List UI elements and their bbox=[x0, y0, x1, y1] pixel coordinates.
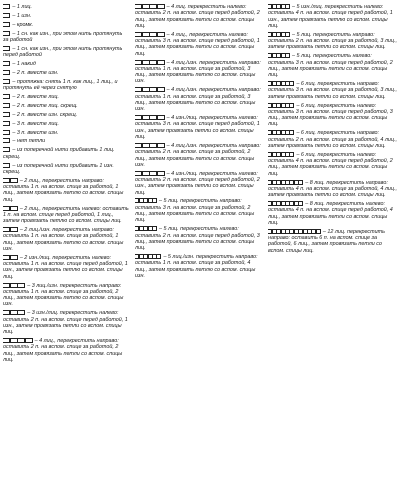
legend-entry bbox=[3, 178, 129, 203]
symbol-cell bbox=[3, 13, 10, 18]
legend-entry bbox=[3, 22, 129, 28]
legend-text: – 2 лиц./изн. перекрестить направо: оставить 1 п. на вспом. спице за работой, 1 лиц., затем провязать петлю со вспом. спицы изн. bbox=[3, 227, 124, 252]
legend-text: – 5 лиц./изн. перекрестить направо: оставить 1 п. на вспом. спице за работой, 4 лиц., затем провязать петлю со вспом. спицы изн. bbox=[135, 254, 258, 279]
chart-symbol-icon bbox=[3, 61, 10, 66]
chart-symbol-icon bbox=[3, 255, 18, 260]
symbol-cell bbox=[289, 81, 294, 86]
symbol-cell bbox=[285, 4, 290, 9]
symbol-cell bbox=[289, 130, 294, 135]
symbol-cell bbox=[17, 310, 25, 315]
legend-text: – 6 лиц. перекрестить направо: оставить 3 п. на вспом. спице за работой, 3 лиц., затем провязать петли со вспом. спицы лиц. bbox=[268, 81, 397, 100]
legend-text: – 4 лиц., перекрестить налево: оставить 3 п. на вспом. спице перед работой, 1 лиц., затем провязать петли со вспом. спицы лиц. bbox=[135, 31, 260, 57]
legend-text: – 1 сн. как изн., при этом нить протянуть перед работой bbox=[3, 45, 123, 59]
legend-column-2 bbox=[135, 4, 263, 282]
symbol-cell bbox=[298, 201, 303, 206]
legend-text: – 5 лиц. перекрестить направо: оставить 3 п. на вспом. спице за работой, 2 лиц., затем провязать петли со вспом. спицы лиц. bbox=[135, 198, 255, 224]
chart-symbol-icon bbox=[135, 115, 165, 120]
legend-text: – 2 лиц., перекрестить налево: оставить 1 п. на вспом. спице перед работой, 1 лиц., затем провязать петлю со вспом. спицы лиц. bbox=[3, 205, 129, 225]
chart-symbol-icon bbox=[3, 13, 10, 18]
symbol-cell bbox=[3, 70, 10, 75]
legend-text: – 6 лиц. перекрестить налево: оставить 3 п. на вспом. спице перед работой, 3 лиц., затем провязать петли со вспом. спицы лиц. bbox=[268, 102, 393, 128]
chart-symbol-icon bbox=[3, 112, 10, 117]
legend-entry bbox=[3, 94, 129, 100]
chart-symbol-icon bbox=[3, 178, 18, 183]
legend-entry bbox=[3, 46, 129, 59]
chart-symbol-icon bbox=[268, 103, 294, 108]
legend-entry bbox=[3, 130, 129, 136]
symbol-cell bbox=[157, 115, 165, 120]
legend-column-3 bbox=[268, 4, 398, 257]
legend-column-1 bbox=[3, 4, 129, 366]
legend-text: – 4 изн./лиц. перекрестить налево: оставить 3 п. на вспом. спице перед работой, 1 изн., затем провязать петли со вспом. спицы лиц. bbox=[135, 115, 260, 141]
legend-text: – 1 лиц. bbox=[12, 4, 33, 10]
chart-symbol-icon bbox=[3, 283, 25, 288]
symbol-cell bbox=[10, 255, 18, 260]
chart-symbol-icon bbox=[3, 70, 10, 75]
legend-entry bbox=[3, 138, 129, 144]
legend-entry bbox=[135, 226, 263, 251]
legend-entry bbox=[268, 229, 398, 254]
legend-entry bbox=[268, 152, 398, 177]
legend-entry bbox=[3, 112, 129, 118]
legend-entry bbox=[135, 254, 263, 279]
legend-entry bbox=[268, 180, 398, 199]
legend-entry bbox=[3, 121, 129, 127]
chart-symbol-icon bbox=[3, 94, 10, 99]
legend-entry bbox=[3, 163, 129, 176]
legend-text: – из поперечной нити прибавить 1 лиц. скрещ. bbox=[3, 147, 115, 160]
symbol-cell bbox=[17, 283, 25, 288]
chart-symbol-icon bbox=[135, 143, 165, 148]
legend-text: – протяжка: снять 1 п. как лиц., 1 лиц., и протянуть её через снятую bbox=[3, 78, 118, 92]
legend-text: – 5 лиц. перекрестить направо: оставить 2 п. на вспом. спице за работой, 3 лиц., затем провязать петли со вспом. спицы лиц. bbox=[268, 31, 397, 51]
legend-text: – 1 накид bbox=[12, 61, 36, 68]
legend-entry bbox=[135, 4, 263, 29]
legend-entry bbox=[135, 171, 263, 196]
symbol-cell bbox=[298, 180, 303, 185]
chart-symbol-icon bbox=[3, 121, 10, 126]
symbol-cell bbox=[157, 143, 165, 148]
legend-text: – 4 изн./лиц. перекрестить налево: оставить 2 п. на вспом. спице перед работой, 2 изн., затем провязать петли со вспом. спицы лиц. bbox=[135, 170, 260, 196]
symbol-cell bbox=[3, 112, 10, 117]
chart-symbol-icon bbox=[3, 31, 10, 36]
legend-entry bbox=[3, 70, 129, 76]
symbol-cell bbox=[3, 130, 10, 135]
chart-symbol-icon bbox=[3, 147, 10, 152]
legend-entry bbox=[3, 147, 129, 160]
legend-entry bbox=[3, 338, 129, 363]
legend-text: – 2 п. вместе изн. bbox=[12, 69, 59, 76]
legend-text: – 8 лиц. перекрестить направо: оставить 4 п. на вспом. спице за работой, 4 лиц., затем провязать петли со вспом. спицы лиц. bbox=[268, 179, 397, 199]
chart-symbol-icon bbox=[3, 206, 18, 211]
legend-entry bbox=[135, 115, 263, 140]
symbol-cell bbox=[157, 32, 165, 37]
chart-symbol-icon bbox=[268, 201, 303, 206]
symbol-cell bbox=[289, 103, 294, 108]
symbol-cell bbox=[3, 147, 10, 152]
symbol-cell bbox=[157, 171, 165, 176]
legend-entry bbox=[3, 79, 129, 92]
symbol-cell bbox=[157, 87, 165, 92]
legend-entry bbox=[268, 103, 398, 128]
symbol-cell bbox=[157, 60, 165, 65]
legend-text: – 2 п. вместе изн. скрещ. bbox=[12, 111, 78, 118]
legend-entry bbox=[135, 87, 263, 112]
chart-symbol-icon bbox=[135, 60, 165, 65]
legend-entry bbox=[268, 53, 398, 78]
legend-entry bbox=[3, 103, 129, 109]
chart-symbol-icon bbox=[3, 4, 10, 9]
legend-text: – 4 лиц./изн. перекрестить направо: оставить 1 п. на вспом. спице за работой, 3 лиц., затем провязать петлю со вспом. спицы изн. bbox=[135, 59, 261, 85]
legend-entry bbox=[3, 255, 129, 280]
symbol-cell bbox=[3, 163, 10, 168]
legend-text: – нет петли bbox=[12, 138, 46, 145]
legend-text: – кромк. bbox=[12, 21, 34, 28]
legend-entry bbox=[3, 61, 129, 67]
symbol-cell bbox=[3, 31, 10, 36]
chart-symbol-icon bbox=[268, 53, 290, 58]
legend-text: – 12 лиц. перекрестить направо: оставить 6 п. на вспом. спице за работой, 6 лиц., затем провязать петли со вспом. спицы лиц. bbox=[268, 228, 385, 254]
legend-text: – 6 лиц. перекрестить направо: оставить 2 п. на вспом. спице за работой, 4 лиц., затем провязать петли со вспом. спицы лиц. bbox=[268, 130, 397, 149]
chart-symbol-icon bbox=[268, 152, 294, 157]
legend-entry bbox=[135, 60, 263, 85]
legend-entry bbox=[3, 310, 129, 335]
chart-symbol-icon bbox=[3, 163, 10, 168]
legend-entry bbox=[268, 4, 398, 29]
legend-text: – 1 изн. bbox=[12, 12, 32, 19]
symbol-cell bbox=[3, 138, 10, 143]
chart-symbol-icon bbox=[3, 138, 10, 143]
symbol-cell bbox=[3, 79, 10, 84]
legend-text: – 2 изн./лиц. перекрестить налево: оставить 1 п. на вспом. спице перед работой, 1 изн., затем провязать петлю со вспом. спицы лиц. bbox=[3, 254, 128, 280]
legend-text: – 5 лиц. перекрестить налево: оставить 3 п. на вспом. спице перед работой, 2 лиц., затем провязать петли со вспом. спицы лиц. bbox=[268, 53, 393, 79]
legend-entry bbox=[3, 283, 129, 308]
legend-entry bbox=[3, 4, 129, 10]
legend-text: – 4 лиц., перекрестить направо: оставить 2 п. на вспом. спице за работой, 2 лиц., затем провязать петли со вспом. спицы лиц. bbox=[3, 338, 123, 364]
legend-entry bbox=[268, 32, 398, 51]
chart-symbol-icon bbox=[268, 81, 294, 86]
symbol-cell bbox=[3, 22, 10, 27]
symbol-cell bbox=[25, 338, 33, 343]
chart-symbol-icon bbox=[268, 180, 303, 185]
symbol-cell bbox=[10, 227, 18, 232]
legend-entry bbox=[268, 130, 398, 149]
legend-text: – 3 лиц./изн. перекрестить направо: оставить 1 п. на вспом. спице за работой, 2 лиц., затем провязать петлю со вспом. спицы изн. bbox=[3, 282, 124, 308]
chart-symbol-icon bbox=[135, 32, 165, 37]
symbol-cell bbox=[3, 61, 10, 66]
symbol-cell bbox=[10, 206, 18, 211]
symbol-cell bbox=[285, 53, 290, 58]
symbol-cell bbox=[289, 152, 294, 157]
symbol-cell bbox=[3, 94, 10, 99]
chart-symbol-icon bbox=[135, 4, 165, 9]
chart-symbol-icon bbox=[3, 338, 33, 343]
symbol-cell bbox=[3, 4, 10, 9]
legend-text: – 5 лиц. перекрестить налево: оставить 2 п. на вспом. спице перед работой, 3 лиц., затем провязать петли со вспом. спицы лиц. bbox=[135, 226, 260, 252]
symbol-cell bbox=[152, 226, 157, 231]
symbol-cell bbox=[285, 32, 290, 37]
chart-symbol-icon bbox=[268, 130, 294, 135]
symbol-cell bbox=[10, 178, 18, 183]
legend-text: – 2 лиц., перекрестить направо: оставить 1 п. на вспом. спице за работой, 1 лиц., затем провязать петлю со вспом. спицы лиц. bbox=[3, 177, 124, 203]
chart-symbol-icon bbox=[3, 79, 10, 84]
symbol-cell bbox=[156, 254, 161, 259]
legend-text: – 8 лиц. перекрестить налево: оставить 4 п. на вспом. спице перед работой, 4 лиц., затем провязать петли со вспом. спицы лиц. bbox=[268, 201, 393, 226]
symbol-cell bbox=[3, 103, 10, 108]
legend-text: – 3 п. вместе лиц. bbox=[12, 120, 59, 127]
legend-entry bbox=[135, 198, 263, 223]
legend-entry bbox=[135, 32, 263, 57]
symbol-cell bbox=[152, 198, 157, 203]
legend-text: – 4 лиц./изн. перекрестить направо: оставить 1 п. на вспом. спице за работой, 3 лиц., затем провязать петлю со вспом. спицы изн. bbox=[135, 87, 261, 113]
legend-text: – 5 изн./лиц. перекрестить налево: оставить 4 п. на вспом. спице перед работой, 1 изн., затем провязать петлю со вспом. спицы лиц. bbox=[268, 4, 393, 29]
chart-symbol-icon bbox=[135, 254, 161, 259]
legend-text: – 3 п. вместе изн. bbox=[12, 129, 59, 136]
legend-entry bbox=[268, 81, 398, 100]
symbol-cell bbox=[3, 121, 10, 126]
legend-entry bbox=[3, 227, 129, 252]
chart-symbol-icon bbox=[3, 22, 10, 27]
chart-symbol-icon bbox=[135, 226, 157, 231]
symbol-cell bbox=[316, 229, 321, 234]
legend-entry bbox=[3, 13, 129, 19]
legend-text: – 3 изн./лиц. перекрестить налево: оставить 2 п. на вспом. спице перед работой, 1 изн., затем провязать петли со вспом. спицы лиц. bbox=[3, 310, 128, 336]
legend-entry bbox=[135, 143, 263, 168]
chart-symbol-icon bbox=[3, 227, 18, 232]
legend-text: – 2 п. вместе лиц. скрещ. bbox=[12, 102, 78, 109]
symbol-cell bbox=[3, 46, 10, 51]
chart-symbol-icon bbox=[135, 198, 157, 203]
chart-symbol-icon bbox=[3, 46, 10, 51]
chart-symbol-icon bbox=[268, 4, 290, 9]
chart-symbol-icon bbox=[268, 32, 290, 37]
symbol-cell bbox=[157, 4, 165, 9]
chart-symbol-icon bbox=[268, 229, 321, 234]
chart-symbol-icon bbox=[135, 171, 165, 176]
legend-text: – 2 п. вместе лиц. bbox=[12, 94, 59, 101]
legend-text: – 6 лиц. перекрестить налево: оставить 4 п. на вспом. спице перед работой, 2 лиц., затем провязать петли со вспом. спицы лиц. bbox=[268, 151, 393, 177]
chart-symbol-icon bbox=[3, 310, 25, 315]
legend-entry bbox=[3, 206, 129, 225]
legend-text: – 1 сн. как изн., при этом нить протянуть за работой bbox=[3, 30, 123, 43]
legend-text: – 4 лиц./изн. перекрестить направо: оставить 2 п. на вспом. спице за работой, 2 лиц., затем провязать петли со вспом. спицы изн. bbox=[135, 142, 261, 168]
chart-symbol-icon bbox=[3, 103, 10, 108]
chart-symbol-icon bbox=[3, 130, 10, 135]
legend-entry bbox=[3, 31, 129, 44]
legend-text: – 4 лиц. перекрестить налево: оставить 2 п. на вспом. спице перед работой, 2 лиц., затем провязать петли со вспом. спицы лиц. bbox=[135, 4, 260, 29]
legend-entry bbox=[268, 201, 398, 226]
legend-text: – из поперечной нити прибавить 1 изн. скрещ. bbox=[3, 162, 114, 175]
chart-symbol-icon bbox=[135, 87, 165, 92]
